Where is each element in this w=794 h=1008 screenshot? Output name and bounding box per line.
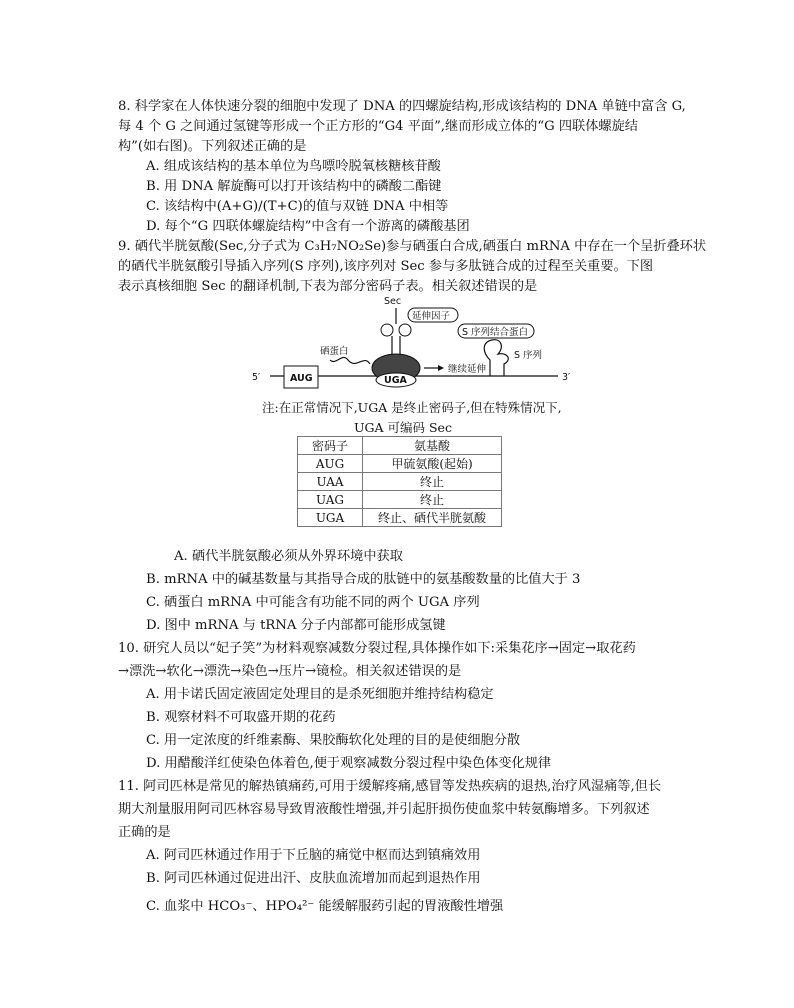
q11-option-b: B. 阿司匹林通过促进出汗、皮肤血流增加而起到退热作用 — [146, 871, 481, 886]
q8-stem-line-3: 构”(如右图)。下列叙述正确的是 — [118, 139, 307, 154]
amino-acid-cell: 终止 — [363, 491, 502, 509]
s-sequence-hairpin — [484, 340, 508, 376]
codon-cell: UAG — [298, 491, 363, 509]
q10-option-d: D. 用醋酸洋红使染色体着色,便于观察减数分裂过程中染色体变化规律 — [146, 756, 552, 771]
table-row — [298, 509, 502, 527]
selenoprotein-label: 硒蛋白 — [320, 346, 349, 357]
selenoprotein-chain — [330, 357, 370, 364]
three-prime-label: 3′ — [562, 372, 571, 383]
q8-stem-line-2: 每 4 个 G 之间通过氢键等形成一个正方形的“G4 平面”,继而形成立体的“G 四联体螺旋结 — [118, 119, 638, 134]
q10-stem-line-2: →漂洗→软化→漂洗→染色→压片→镜检。相关叙述错误的是 — [118, 664, 462, 679]
q10-option-c: C. 用一定浓度的纤维素酶、果胶酶软化处理的目的是使细胞分散 — [146, 733, 521, 748]
q9-note-line-2: UGA 可编码 Sec — [354, 420, 452, 435]
trna-stem — [392, 336, 400, 354]
q9-option-d: D. 图中 mRNA 与 tRNA 分子内部都可能形成氢键 — [146, 618, 446, 633]
trna-loop-left — [381, 324, 393, 336]
sec-translation-diagram — [246, 294, 586, 394]
sec-label: Sec — [384, 296, 402, 307]
codon-cell: AUG — [298, 455, 363, 473]
q9-stem-line-2: 的硒代半胱氨酸引导插入序列(S 序列),该序列对 Sec 参与多肽链合成的过程至关重要。下图 — [118, 259, 654, 274]
codon-table-header — [298, 437, 502, 455]
q9-stem-line-3: 表示真核细胞 Sec 的翻译机制,下表为部分密码子表。相关叙述错误的是 — [118, 279, 538, 294]
q10-option-b: B. 观察材料不可取盛开期的花药 — [146, 710, 336, 725]
q10-stem-line-1: 10. 研究人员以“妃子笑”为材料观察减数分裂过程,具体操作如下:采集花序→固定→取花药 — [118, 641, 636, 656]
amino-acid-cell: 甲硫氨酸(起始) — [363, 455, 502, 473]
table-row — [298, 491, 502, 509]
amino-acid-cell: 终止 — [363, 473, 502, 491]
codon-header: 密码子 — [298, 437, 363, 455]
codon-table — [297, 436, 502, 527]
table-row — [298, 473, 502, 491]
codon-cell: UGA — [298, 509, 363, 527]
q11-option-c: C. 血浆中 HCO₃⁻、HPO₄²⁻ 能缓解服药引起的胃液酸性增强 — [146, 899, 504, 914]
codon-cell: UAA — [298, 473, 363, 491]
continue-label: 继续延伸 — [448, 364, 487, 375]
q8-option-b: B. 用 DNA 解旋酶可以打开该结构中的磷酸二酯键 — [146, 179, 442, 194]
amino-acid-header: 氨基酸 — [363, 437, 502, 455]
continue-arrow-head — [438, 365, 444, 371]
q8-option-d: D. 每个“G 四联体螺旋结构”中含有一个游离的磷酸基团 — [146, 219, 470, 234]
q11-option-a: A. 阿司匹林通过作用于下丘脑的痛觉中枢而达到镇痛效用 — [146, 848, 481, 863]
elongation-factor-label: 延伸因子 — [412, 311, 451, 322]
uga-label: UGA — [384, 375, 407, 386]
q11-stem-line-2: 期大剂量服用阿司匹林容易导致胃液酸性增强,并引起肝损伤使血浆中转氨酶增多。下列叙述 — [118, 802, 650, 817]
s-sequence-label: S 序列 — [514, 350, 543, 361]
q9-note-line-1: 注:在正常情况下,UGA 是终止密码子,但在特殊情况下, — [262, 400, 562, 415]
aug-label: AUG — [290, 373, 313, 384]
table-row — [298, 455, 502, 473]
q9-option-b: B. mRNA 中的碱基数量与其指导合成的肽链中的氨基酸数量的比值大于 3 — [146, 572, 581, 587]
s-binding-protein-label: S 序列结合蛋白 — [462, 327, 529, 338]
q8-stem-line-1: 8. 科学家在人体快速分裂的细胞中发现了 DNA 的四螺旋结构,形成该结构的 DNA 单链中富含 G, — [118, 99, 686, 114]
five-prime-label: 5′ — [252, 372, 261, 383]
q9-stem-line-1: 9. 硒代半胱氨酸(Sec,分子式为 C₃H₇NO₂Se)参与硒蛋白合成,硒蛋白 mRNA 中存在一个呈折叠环状 — [118, 239, 707, 254]
q11-stem-line-1: 11. 阿司匹林是常见的解热镇痛药,可用于缓解疼痛,感冒等发热疾病的退热,治疗风湿痛等,但长 — [118, 779, 662, 794]
q10-option-a: A. 用卡诺氏固定液固定处理目的是杀死细胞并维持结构稳定 — [146, 687, 494, 702]
q11-stem-line-3: 正确的是 — [118, 825, 171, 840]
q8-option-a: A. 组成该结构的基本单位为鸟嘌呤脱氧核糖核苷酸 — [146, 159, 441, 174]
trna-loop-right — [399, 324, 411, 336]
q9-option-a: A. 硒代半胱氨酸必须从外界环境中获取 — [174, 549, 403, 564]
q9-option-c: C. 硒蛋白 mRNA 中可能含有功能不同的两个 UGA 序列 — [146, 595, 480, 610]
q8-option-c: C. 该结构中(A+G)/(T+C)的值与双链 DNA 中相等 — [146, 199, 449, 214]
amino-acid-cell: 终止、硒代半胱氨酸 — [363, 509, 502, 527]
